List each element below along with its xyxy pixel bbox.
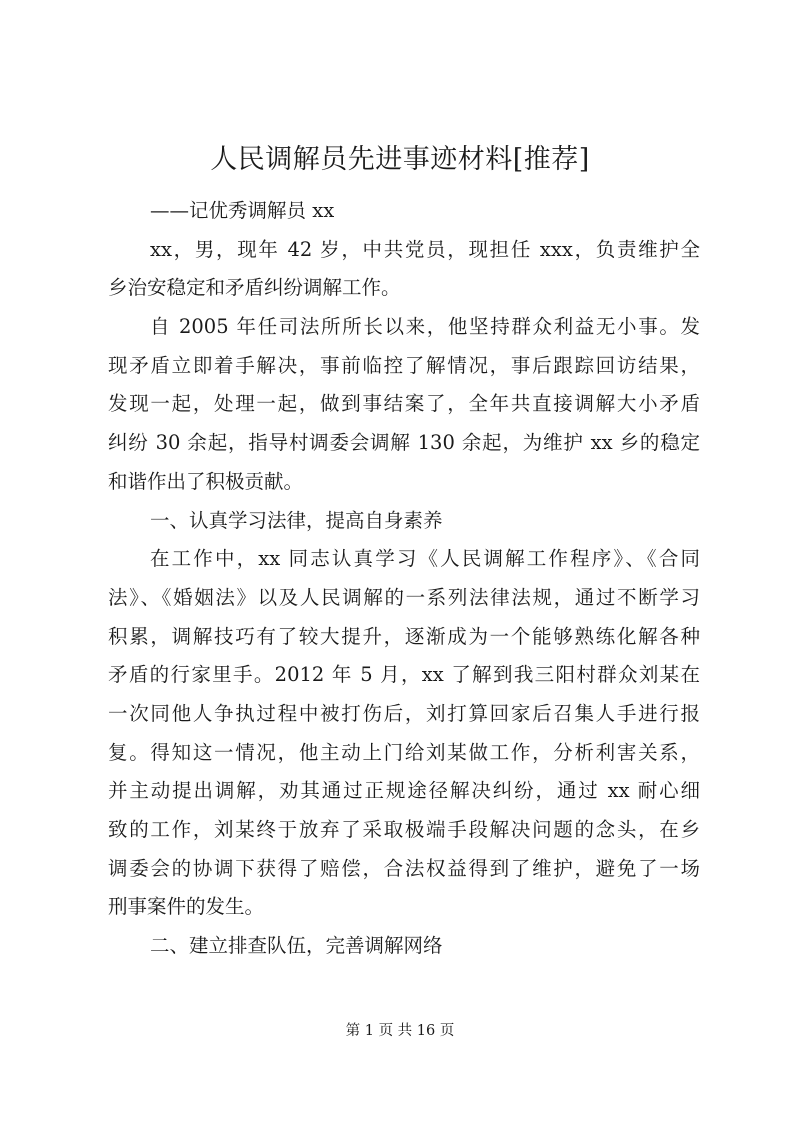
paragraph-line: 发现一起，处理一起，做到事结案了，全年共直接调解大小矛盾 xyxy=(108,392,700,416)
paragraph-line: 纠纷 30 余起，指导村调委会调解 130 余起，为维护 xx 乡的稳定 xyxy=(108,431,700,455)
paragraph-line: 刑事案件的发生。 xyxy=(108,895,265,919)
paragraph-line: 复。得知这一情况，他主动上门给刘某做工作，分析利害关系， xyxy=(108,740,700,764)
paragraph-line: 矛盾的行家里手。2012 年 5 月，xx 了解到我三阳村群众刘某在 xyxy=(108,663,700,687)
paragraph-line: 法》、《婚姻法》以及人民调解的一系列法律法规，通过不断学习 xyxy=(108,585,700,609)
paragraph-line: 自 2005 年任司法所所长以来，他坚持群众利益无小事。发 xyxy=(150,315,700,339)
section-heading: 一、认真学习法律，提高自身素养 xyxy=(150,508,443,532)
paragraph-line: 致的工作，刘某终于放弃了采取极端手段解决问题的念头，在乡 xyxy=(108,818,700,841)
page-indicator: 第 1 页 共 16 页 xyxy=(345,1023,455,1039)
section-heading: 二、建立排查队伍，完善调解网络 xyxy=(150,934,443,958)
document-body xyxy=(108,192,700,966)
paragraph-line: 并主动提出调解，劝其通过正规途径解决纠纷，通过 xx 耐心细 xyxy=(108,779,700,803)
paragraph-line: 一次同他人争执过程中被打伤后，刘打算回家后召集人手进行报 xyxy=(108,701,700,725)
subtitle-line: ——记优秀调解员 xx xyxy=(150,199,335,222)
paragraph-line: xx，男，现年 42 岁，中共党员，现担任 xxx，负责维护全 xyxy=(150,237,700,261)
paragraph-line: 在工作中，xx 同志认真学习《人民调解工作程序》、《合同 xyxy=(150,547,700,571)
paragraph-line: 现矛盾立即着手解决，事前临控了解情况，事后跟踪回访结果， xyxy=(108,353,700,377)
document-title: 人民调解员先进事迹材料[推荐] xyxy=(210,144,590,175)
paragraph-line: 乡治安稳定和矛盾纠纷调解工作。 xyxy=(108,276,401,300)
paragraph-line: 调委会的协调下获得了赔偿，合法权益得到了维护，避免了一场 xyxy=(108,856,700,880)
paragraph-line: 和谐作出了积极贡献。 xyxy=(108,469,304,493)
paragraph-line: 积累，调解技巧有了较大提升，逐渐成为一个能够熟练化解各种 xyxy=(108,624,700,648)
